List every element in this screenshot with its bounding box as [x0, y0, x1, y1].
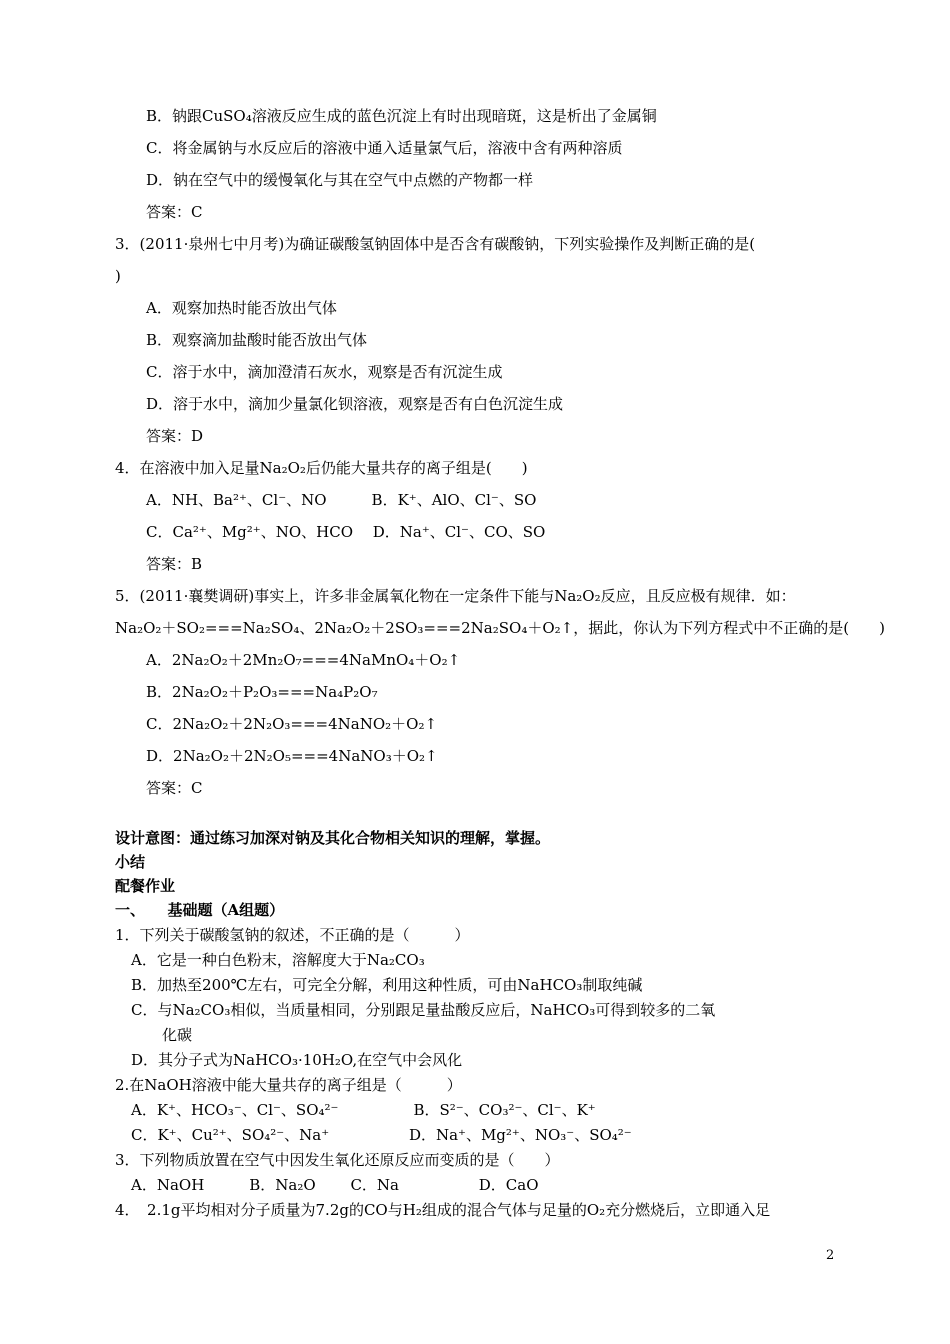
option-c: C．与Na₂CO₃相似，当质量相同，分别跟足量盐酸反应后，NaHCO₃可得到较多的二氧 — [131, 1001, 716, 1019]
question-3: 3．下列物质放置在空气中因发生氧化还原反应而变质的是（ ） — [115, 1151, 560, 1169]
answer-line: 答案：C — [146, 203, 203, 221]
options-cd: C．Ca²⁺、Mg²⁺、NO、HCO D．Na⁺、Cl⁻、CO、SO — [146, 523, 546, 541]
design-intent: 设计意图：通过练习加深对钠及其化合物相关知识的理解，掌握。 — [115, 829, 551, 847]
answer-line: 答案：D — [146, 427, 204, 445]
question-4: 4． 2.1g平均相对分子质量为7.2g的CO与H₂组成的混合气体与足量的O₂充分燃烧后，立即通入足 — [115, 1201, 771, 1219]
question-5: 5．(2011·襄樊调研)事实上，许多非金属氧化物在一定条件下能与Na₂O₂反应，且反应极有规律．如： — [115, 587, 796, 605]
question-2: 2.在NaOH溶液中能大量共存的离子组是（ ） — [115, 1076, 462, 1094]
options-cd: C．K⁺、Cu²⁺、SO₄²⁻、Na⁺ D．Na⁺、Mg²⁺、NO₃⁻、SO₄²⁻ — [131, 1126, 632, 1144]
text-line: D．钠在空气中的缓慢氧化与其在空气中点燃的产物都一样 — [146, 171, 534, 189]
option-c: C．2Na₂O₂＋2N₂O₃===4NaNO₂＋O₂↑ — [146, 715, 438, 733]
option-a: A．它是一种白色粉末，溶解度大于Na₂CO₃ — [131, 951, 425, 969]
options-ab: A．K⁺、HCO₃⁻、Cl⁻、SO₄²⁻ B．S²⁻、CO₃²⁻、Cl⁻、K⁺ — [131, 1101, 596, 1119]
page-number: 2 — [826, 1248, 835, 1263]
section-summary: 小结 — [115, 853, 146, 871]
text-line: B．钠跟CuSO₄溶液反应生成的蓝色沉淀上有时出现暗斑，这是析出了金属铜 — [146, 107, 657, 125]
section-homework: 配餐作业 — [115, 877, 176, 895]
text-line: C．将金属钠与水反应后的溶液中通入适量氯气后，溶液中含有两种溶质 — [146, 139, 623, 157]
text-line: 化碳 — [162, 1026, 193, 1044]
option-d: D．2Na₂O₂＋2N₂O₅===4NaNO₃＋O₂↑ — [146, 747, 438, 765]
text-line: Na₂O₂＋SO₂===Na₂SO₄、2Na₂O₂＋2SO₃===2Na₂SO₄＋O₂↑，据此，你认为下列方程式中不正确的是( ) — [115, 619, 885, 637]
option-b: B．2Na₂O₂＋P₂O₃===Na₄P₂O₇ — [146, 683, 378, 701]
section-basic: 一、 基础题（A组题） — [115, 901, 285, 919]
option-d: D．其分子式为NaHCO₃·10H₂O,在空气中会风化 — [131, 1051, 463, 1069]
question-3: 3．(2011·泉州七中月考)为确证碳酸氢钠固体中是否含有碳酸钠，下列实验操作及判断正确的是( — [115, 235, 756, 253]
question-1: 1．下列关于碳酸氢钠的叙述，不正确的是（ ） — [115, 926, 470, 944]
option-d: D．溶于水中，滴加少量氯化钡溶液，观察是否有白色沉淀生成 — [146, 395, 564, 413]
option-b: B．加热至200℃左右，可完全分解，利用这种性质，可由NaHCO₃制取纯碱 — [131, 976, 643, 994]
option-a: A．2Na₂O₂＋2Mn₂O₇===4NaMnO₄＋O₂↑ — [146, 651, 461, 669]
options-abcd: A．NaOH B．Na₂O C．Na D．CaO — [131, 1176, 539, 1194]
option-a: A．观察加热时能否放出气体 — [146, 299, 337, 317]
text-line: ) — [115, 267, 121, 285]
option-c: C．溶于水中，滴加澄清石灰水，观察是否有沉淀生成 — [146, 363, 503, 381]
question-4: 4．在溶液中加入足量Na₂O₂后仍能大量共存的离子组是( ) — [115, 459, 528, 477]
option-b: B．观察滴加盐酸时能否放出气体 — [146, 331, 368, 349]
answer-line: 答案：B — [146, 555, 203, 573]
options-ab: A．NH、Ba²⁺、Cl⁻、NO B．K⁺、AlO、Cl⁻、SO — [146, 491, 537, 509]
answer-line: 答案：C — [146, 779, 203, 797]
